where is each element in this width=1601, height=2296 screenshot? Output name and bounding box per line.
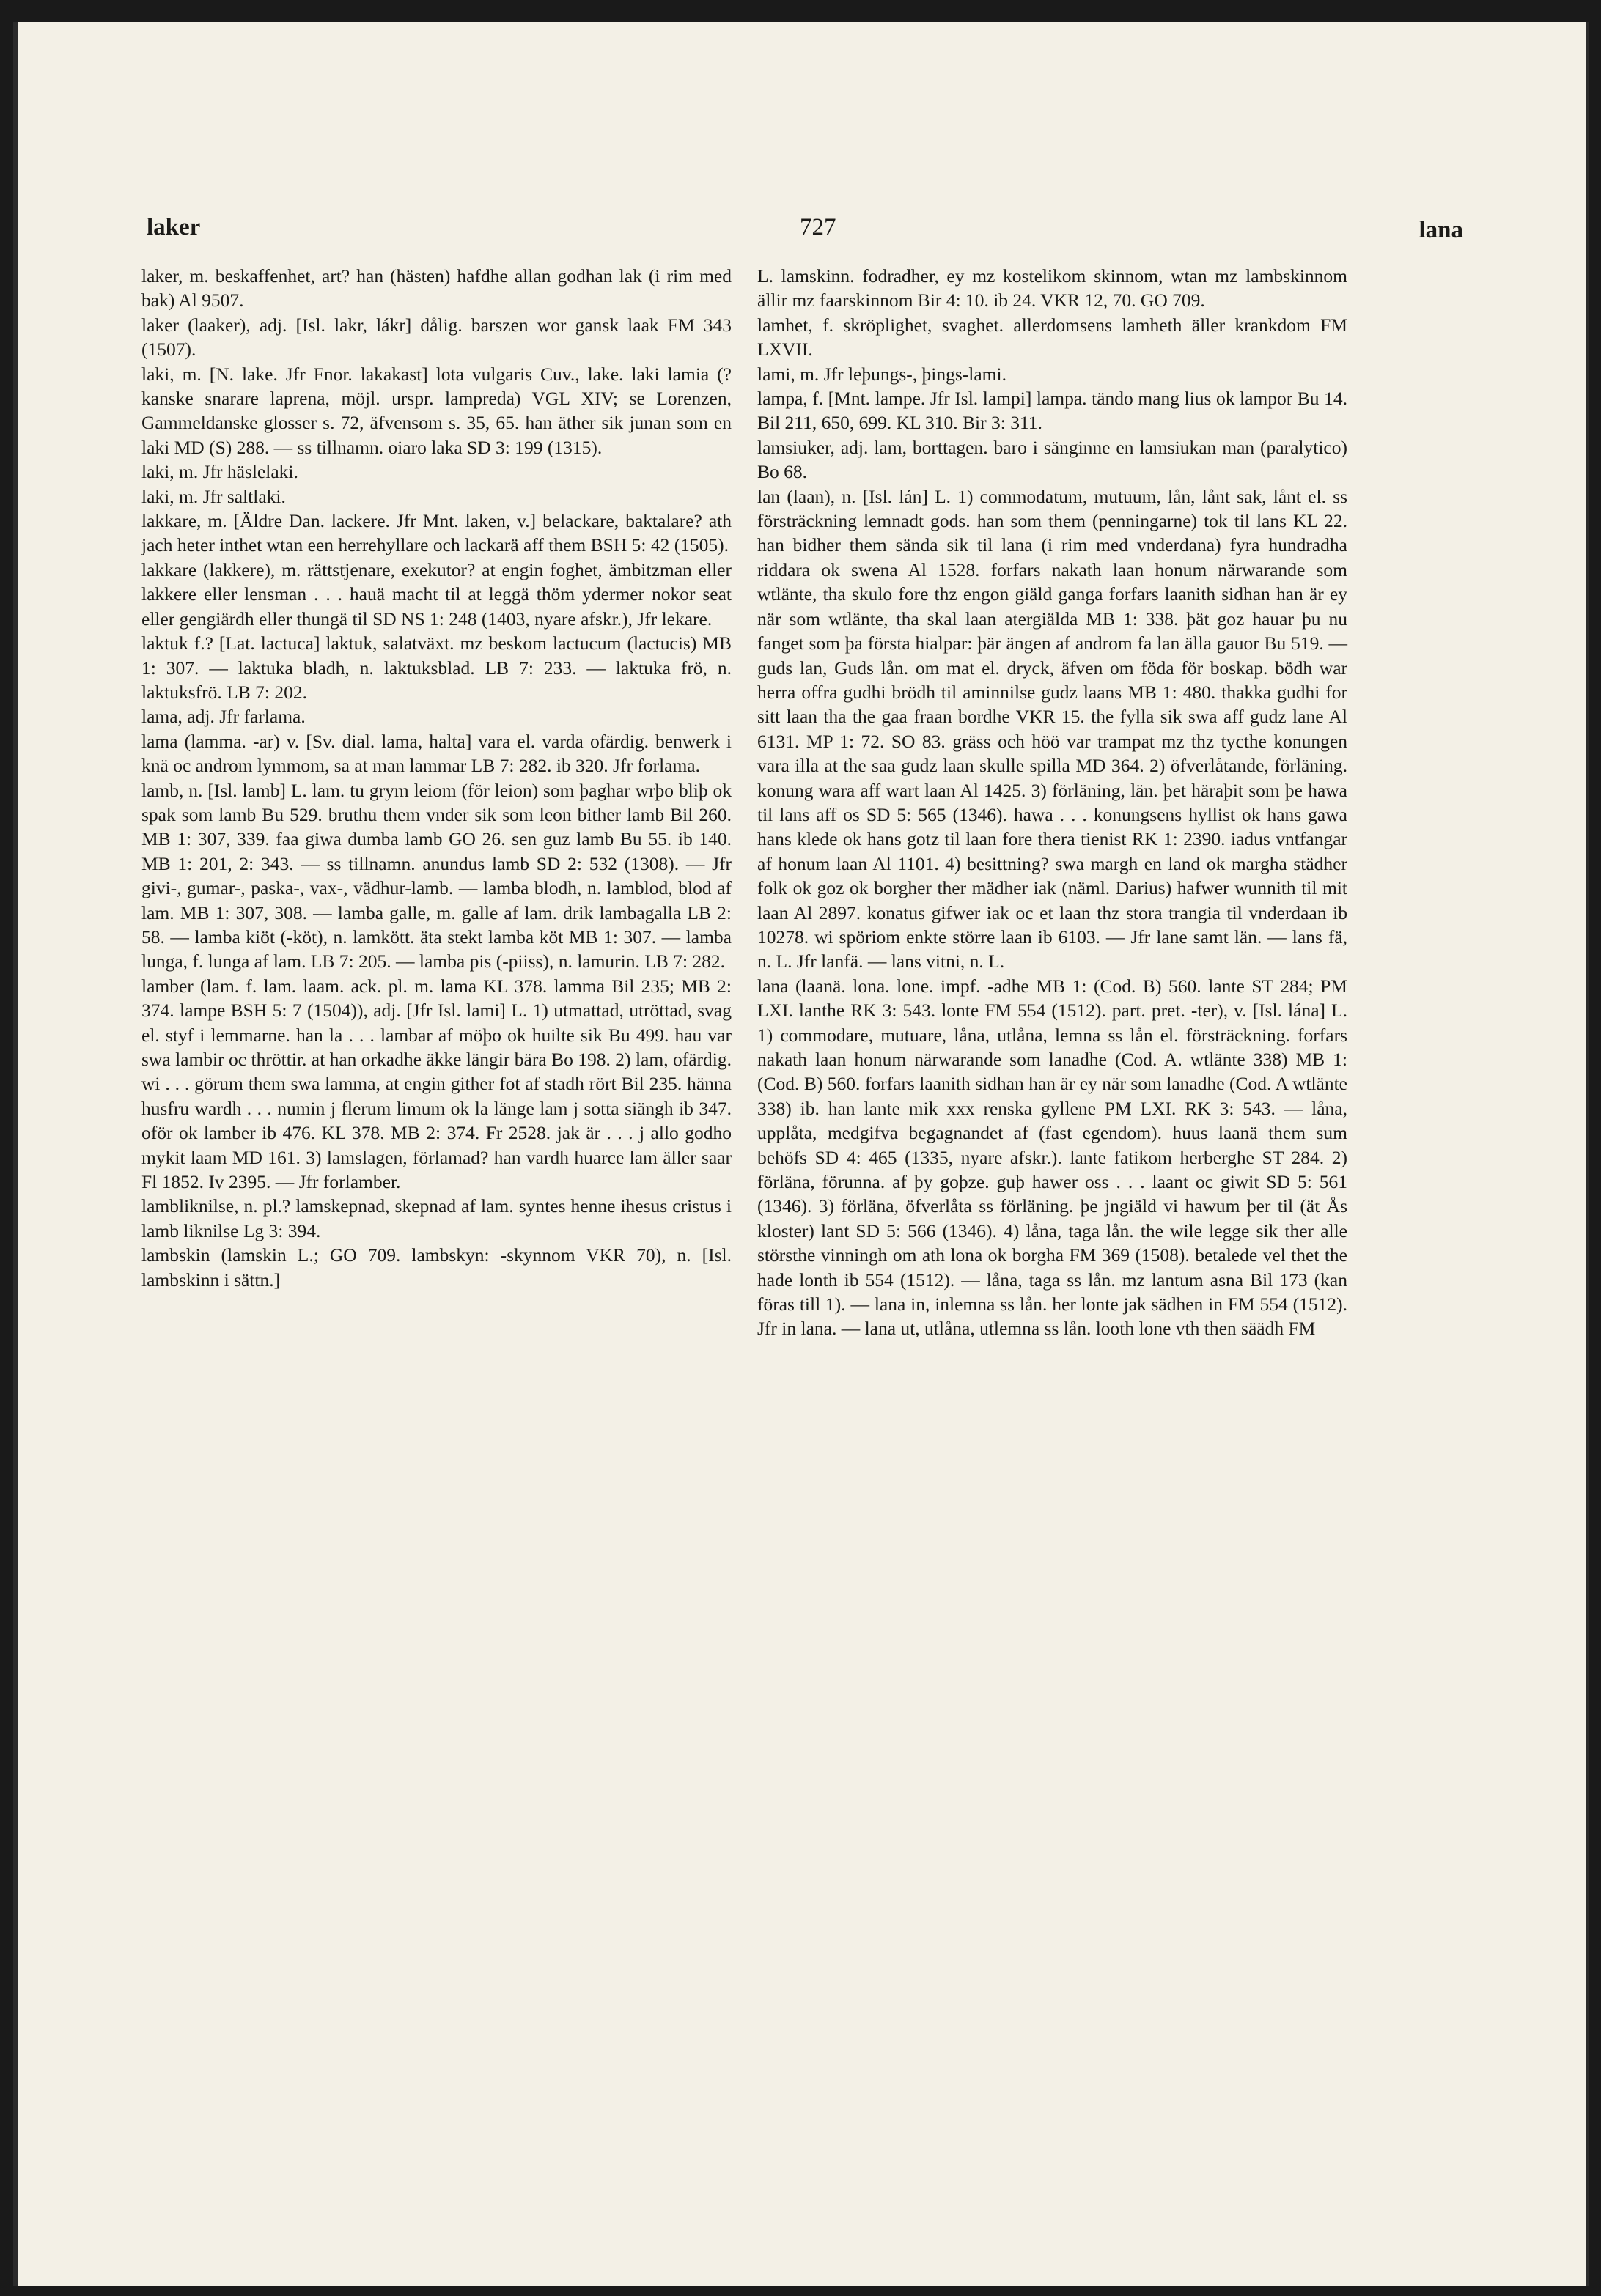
entry: lamber (lam. f. lam. laam. ack. pl. m. lama KL 378. lamma Bil 235; MB 2: 374. lampe BSH 5: 7 (1504)), adj. [Jfr Isl. lami] L. 1) utmattad, utröttad, svag el. styf i lemmarne. han la . . . lambar af möþo ok huilte sik Bu 499. hau var swa lambir oc thröttir. at han orkadhe äkke längir bära Bo 198. 2) lam, ofärdig. wi . . . görum them swa lamma, at engin gither fot af stadh rört Bil 235. hänna husfru wardh . . . numin j flerum limum ok la länge lam j sotta siängh ib 347. oför ok lamber ib 476. KL 378. MB 2: 374. Fr 2528. jak är . . . j allo godho mykit laam MD 161. 3) lamslagen, förlamad? han vardh huarce lam äller saar Fl 1852. Iv 2395. — Jfr forlamber. xyxy=(141,975,732,1193)
entry: lana (laanä. lona. lone. impf. -adhe MB 1: (Cod. B) 560. lante ST 284; PM LXI. lanthe RK 3: 543. lonte FM 554 (1512). part. pret. -ter), v. [Isl. lána] L. 1) commodare, mutuare, låna, utlåna, lemna ss lån el. försträckning. forfars nakath laan honum närwarande som lanadhe (Cod. A. wtlänte 338) MB 1: (Cod. B) 560. forfars laanith sidhan han är ey när som lanadhe (Cod. A wtlänte 338) ib. han lante mik xxx renska gyllene PM LXI. RK 3: 543. — låna, upplåta, medgifva begagnandet af (fast egendom). huus laanä them sum behöfs SD 4: 465 (1335, nyare afskr.). lante fatikom herberghe ST 284. 2) förläna, förunna. af þy goþze. guþ hawer oss . . . laant oc giwit SD 5: 561 (1346). 3) förläna, öfverlåta ss förläning. þe jngiäld vi hawum þer til (ät Ås kloster) lant SD 5: 566 (1346). 4) låna, taga lån. the wile legge sik ther alle störsthe vinningh om ath lona ok borgha FM 369 (1508). betalede vel thet the hade lonth ib 554 (1512). — låna, taga ss lån. mz lantum asna Bil 173 (kan föras till 1). — lana in, inlemna ss lån. her lonte jak sädhen in FM 554 (1512). Jfr in lana. — lana ut, utlåna, utlemna ss lån. looth lone vth then säädh FM xyxy=(757,975,1347,1340)
entry: laki, m. Jfr saltlaki. xyxy=(141,485,286,507)
entry: laker, m. beskaffenhet, art? han (hästen) hafdhe allan godhan lak (i rim med bak) Al 9507. xyxy=(141,265,732,311)
entry: laki, m. Jfr häslelaki. xyxy=(141,461,298,483)
header-guide-word-left: laker xyxy=(147,214,201,240)
entry: lami, m. Jfr leþungs-, þings-lami. xyxy=(757,363,1006,385)
page-number: 727 xyxy=(800,214,836,240)
running-header xyxy=(129,214,1463,258)
entry: laker (laaker), adj. [Isl. lakr, lákr] dålig. barszen wor gansk laak FM 343 (1507). xyxy=(141,314,732,361)
entry: lakkare (lakkere), m. rättstjenare, exekutor? at engin foghet, ämbitzman eller lakkere eller lensman . . . hauä macht til at leggä thöm ydermer nokor seat eller gengiärdh eller thungä til SD NS 1: 248 (1403, nyare afskr.), Jfr lekare. xyxy=(141,558,732,630)
entry: lama, adj. Jfr farlama. xyxy=(141,706,306,728)
left-column xyxy=(141,264,732,1292)
dictionary-page xyxy=(13,22,1589,2286)
right-column xyxy=(757,264,1347,1341)
entry: lan (laan), n. [Isl. lán] L. 1) commodatum, mutuum, lån, lånt sak, lånt el. ss försträckning lemnadt gods. han som them (penningarne) tok til lans KL 22. han bidher them sända sik til lana (i rim med vnderdana) fyra hundradha riddara ok swena Al 1528. forfars nakath laan honum närwarande som wtlänte, tha skulo fore thz engon giäld ganga forfars laanith sidhan han är ey när som wtlänte, tha skal laan atergiälda MB 1: 338. þät goz hauar þu nu fanget som þa första hialpar: þär ängen af androm fa lan älla gauor Bu 519. — guds lan, Guds lån. om mat el. dryck, äfven om föda för boskap. bödh war herra offra gudhi brödh til aminnilse gudz laans MB 1: 480. thakka gudhi for sitt laan tha the gaa fraan bordhe VKR 15. the fylla sik swa aff gudz lane Al 6131. MP 1: 72. SO 83. gräss och höö var trampat mz thz tycthe konungen vara illa at the saa gudz laan skulle spilla MD 364. 2) öfverlåtande, förläning. konung wara aff wart laan Al 1425. 3) förläning, län. þet häraþit som þe hawa til lans aff os SD 5: 565 (1346). hawa . . . konungsens hyllist ok hans gawa hans klede ok hans gotz til laan fore thera tienist RK 1: 2390. iadus vntfangar af honum laan Al 1101. 4) besittning? swa margh en land ok margha städher folk ok goz ok borgher ther mädher iak (näml. Darius) hafwer wunnith til mit laan Al 2897. konatus gifwer iak oc et laan thz stora trangia til vnderdaan ib 10278. wi spöriom enkte större laan ib 6103. — Jfr lane samt län. — lans fä, n. L. Jfr lanfä. — lans vitni, n. L. xyxy=(757,485,1347,972)
entry: L. lamskinn. fodradher, ey mz kostelikom skinnom, wtan mz lambskinnom ällir mz faarskinnom Bir 4: 10. ib 24. VKR 12, 70. GO 709. xyxy=(757,265,1347,311)
header-guide-word-right: lana xyxy=(1418,217,1463,243)
page-edge-left xyxy=(13,22,18,2286)
entry: lampa, f. [Mnt. lampe. Jfr Isl. lampi] lampa. tändo mang lius ok lampor Bu 14. Bil 211, 650, 699. KL 310. Bir 3: 311. xyxy=(757,388,1347,434)
entry: laktuk f.? [Lat. lactuca] laktuk, salatväxt. mz beskom lactucum (lactucis) MB 1: 307. — laktuka bladh, n. laktuksblad. LB 7: 233. — laktuka frö, n. laktuksfrö. LB 7: 202. xyxy=(141,632,732,703)
entry: lamhet, f. skröplighet, svaghet. allerdomsens lamheth äller krankdom FM LXVII. xyxy=(757,314,1347,361)
entry: lambliknilse, n. pl.? lamskepnad, skepnad af lam. syntes henne ihesus cristus i lamb liknilse Lg 3: 394. xyxy=(141,1195,732,1241)
entry: lambskin (lamskin L.; GO 709. lambskyn: -skynnom VKR 70), n. [Isl. lambskinn i sättn.] xyxy=(141,1244,732,1291)
entry: lamb, n. [Isl. lamb] L. lam. tu grym leiom (för leion) som þaghar wrþo bliþ ok spak som lamb Bu 529. bruthu them vnder sik som leon bither lamb Bil 260. MB 1: 307, 339. faa giwa dumba lamb GO 26. sen guz lamb Bu 55. ib 140. MB 1: 201, 2: 343. — ss tillnamn. anundus lamb SD 2: 532 (1308). — Jfr givi-, gumar-, paska-, vax-, vädhur-lamb. — lamba blodh, n. lamblod, blod af lam. MB 1: 307, 308. — lamba galle, m. galle af lam. drik lambagalla LB 2: 58. — lamba kiöt (-köt), n. lamkött. äta stekt lamba köt MB 1: 307. — lamba lunga, f. lunga af lam. LB 7: 205. — lamba pis (-piiss), n. lamurin. LB 7: 282. xyxy=(141,779,732,972)
entry: lamsiuker, adj. lam, borttagen. baro i sänginne en lamsiukan man (paralytico) Bo 68. xyxy=(757,436,1347,483)
page-edge-right xyxy=(1586,22,1589,2286)
entry: lama (lamma. -ar) v. [Sv. dial. lama, halta] vara el. varda ofärdig. benwerk i knä oc androm lymmom, sa at man lammar LB 7: 282. ib 320. Jfr forlama. xyxy=(141,730,732,777)
entry: lakkare, m. [Äldre Dan. lackere. Jfr Mnt. laken, v.] belackare, baktalare? ath jach heter inthet wtan een herrehyllare och lackarä aff them BSH 5: 42 (1505). xyxy=(141,510,732,556)
entry: laki, m. [N. lake. Jfr Fnor. lakakast] lota vulgaris Cuv., lake. laki lamia (? kanske snarare laprena, möjl. urspr. lampreda) VGL XIV; se Lorenzen, Gammeldanske glosser s. 72, äfvensom s. 35, 65. han äther sik junan som en laki MD (S) 288. — ss tillnamn. oiaro laka SD 3: 199 (1315). xyxy=(141,363,732,458)
